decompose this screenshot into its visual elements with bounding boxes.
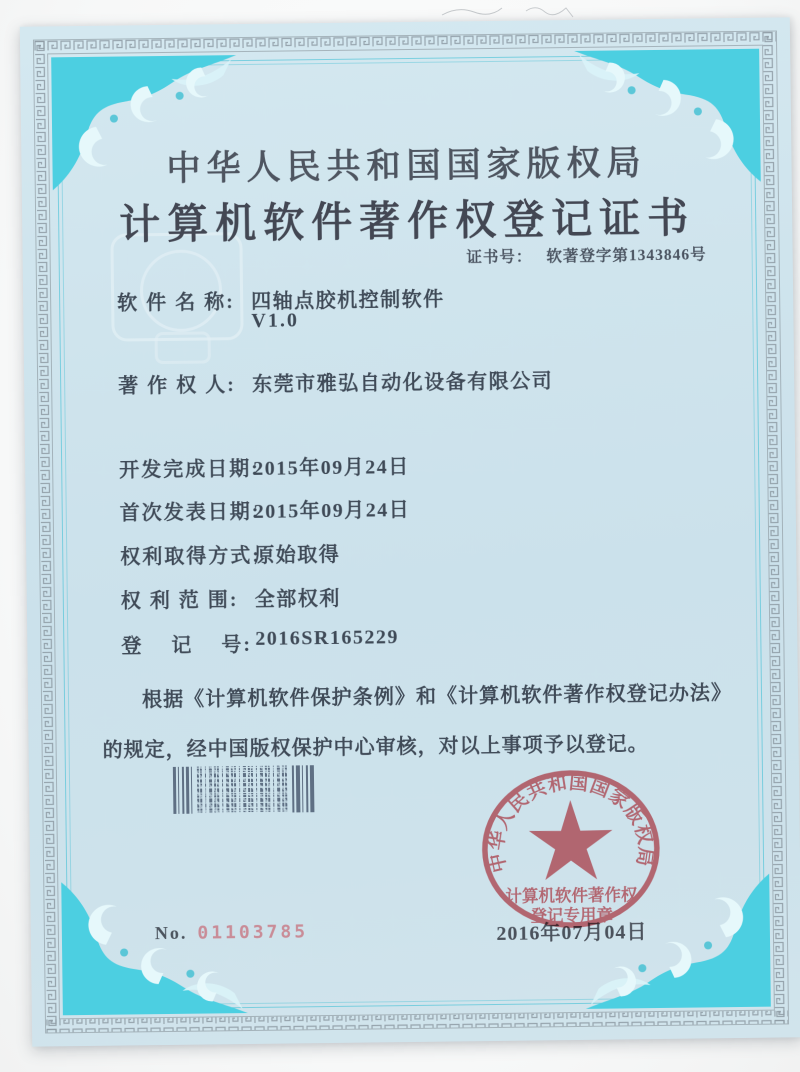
field-value: 原始取得 xyxy=(254,543,341,567)
certificate-title: 计算机软件著作权登记证书 xyxy=(118,194,696,248)
seal-caption-line1: 计算机软件著作权 xyxy=(505,885,638,906)
field-label: 首次发表日期: xyxy=(119,500,261,525)
barcode-end-bars xyxy=(292,765,317,812)
field-first-publication-date xyxy=(119,495,411,526)
field-software-name xyxy=(117,285,445,315)
field-value: 东莞市雅弘自动化设备有限公司 xyxy=(252,370,554,396)
field-value: 四轴点胶机控制软件 xyxy=(251,288,445,313)
field-rights-scope xyxy=(120,583,341,613)
corner-flourish-icon xyxy=(61,878,253,1015)
certificate-number-label: 证书号： xyxy=(466,248,533,267)
certificate-paper xyxy=(20,17,800,1046)
field-rights-acquisition xyxy=(120,539,341,570)
field-label: 权利取得方式: xyxy=(120,544,262,569)
issue-date: 2016年07月04日 xyxy=(496,921,648,945)
field-value: 全部权利 xyxy=(254,587,341,611)
field-label: 著 作 权 人: xyxy=(118,374,236,398)
barcode-data-region xyxy=(197,765,291,813)
field-value: 2015年09月24日 xyxy=(253,456,410,480)
field-label: 软 件 名 称: xyxy=(117,291,235,315)
serial-number-row xyxy=(155,921,308,944)
certificate-number xyxy=(466,242,707,267)
certificate-number-value: 软著登字第1343846号 xyxy=(546,246,707,266)
seal-ring-text: 中华人民共和国国家版权局 xyxy=(486,772,656,875)
issuing-authority: 中华人民共和国国家版权局 xyxy=(166,145,647,188)
field-value: 2015年09月24日 xyxy=(253,499,411,523)
field-completion-date xyxy=(119,452,410,483)
official-red-seal xyxy=(465,753,677,956)
field-label: 登 记 号: xyxy=(121,633,253,658)
seal-star-icon xyxy=(528,800,613,881)
serial-value: 01103785 xyxy=(197,921,309,944)
seal-caption-line2: 登记专用章 xyxy=(530,905,614,926)
registration-statement: 根据《计算机软件保护条例》和《计算机软件著作权登记办法》的规定，经中国版权保护中心审核，对以上事项予以登记。 xyxy=(102,682,723,762)
field-label: 权 利 范 围: xyxy=(120,589,239,613)
field-label: 开发完成日期: xyxy=(119,457,261,482)
field-value: 2016SR165229 xyxy=(255,626,399,650)
serial-label: No. xyxy=(154,922,188,944)
field-software-version: V1.0 xyxy=(251,309,299,332)
barcode-start-bars xyxy=(173,767,196,814)
pdf417-barcode xyxy=(173,765,317,814)
field-registration-number xyxy=(121,626,399,659)
field-copyright-owner xyxy=(118,368,554,398)
